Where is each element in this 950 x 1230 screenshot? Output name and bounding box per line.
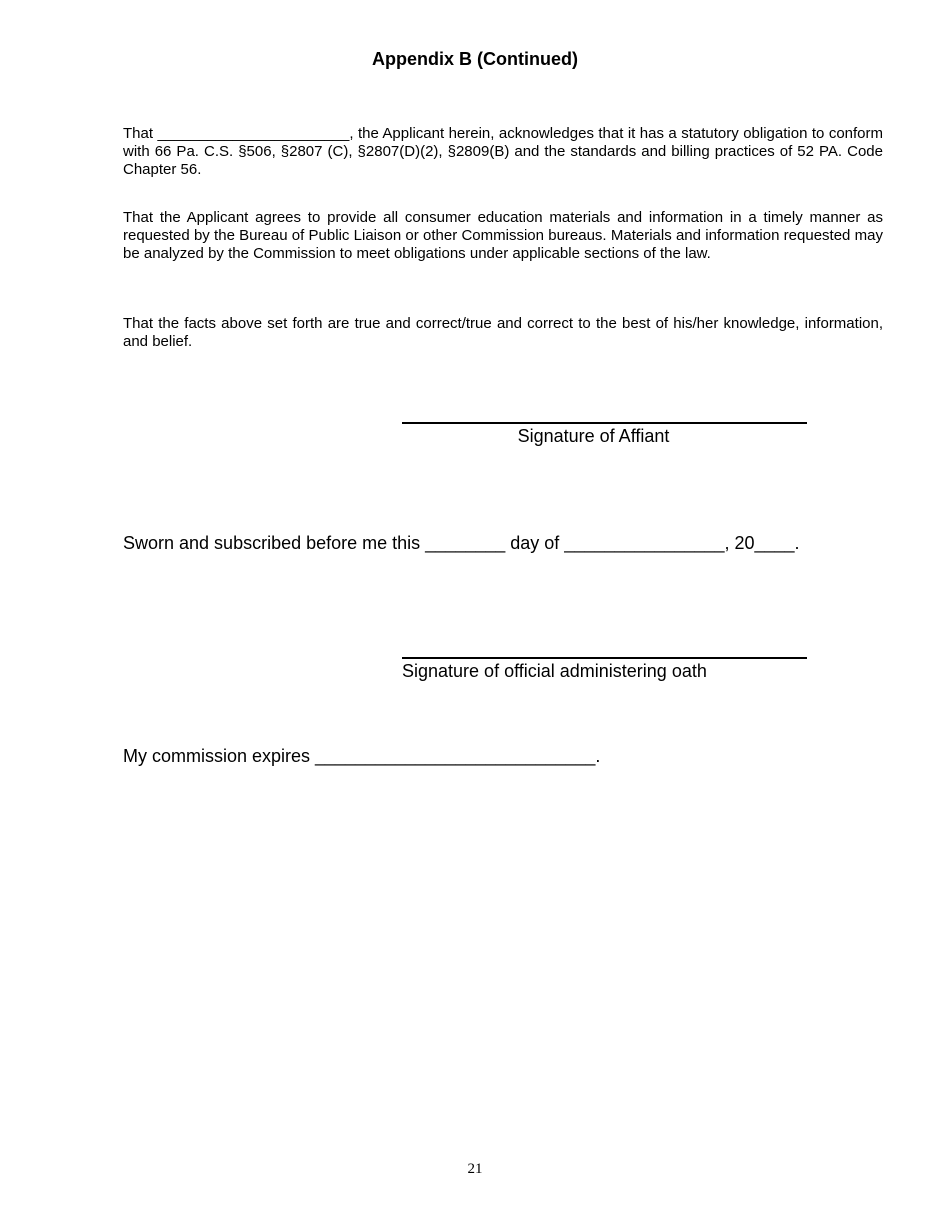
consumer-education-paragraph: That the Applicant agrees to provide all consumer education materials and information in a timely manner as requested by the Bureau of Public Liaison or other Commission bureaus. Materials and information requested may be analyzed by the Commission to meet obligations under applicable sections of the law. bbox=[123, 209, 883, 262]
page-number: 21 bbox=[467, 1161, 483, 1177]
official-signature-label: Signature of official administering oath bbox=[402, 661, 707, 681]
commission-expires-line: My commission expires ____________________________. bbox=[123, 746, 601, 766]
acknowledgement-paragraph: That _______________________, the Applicant herein, acknowledges that it has a statutory obligation to conform with 66 Pa. C.S. §506, §2807 (C), §2807(D)(2), §2809(B) and the standards and billing practices of 52 PA. Code Chapter 56. bbox=[123, 125, 883, 178]
page-title: Appendix B (Continued) bbox=[372, 49, 578, 69]
official-signature-line bbox=[402, 657, 807, 659]
affiant-signature-line bbox=[402, 422, 807, 424]
affiant-signature-label: Signature of Affiant bbox=[517, 426, 670, 446]
attestation-paragraph: That the facts above set forth are true and correct/true and correct to the best of his/her knowledge, information, and belief. bbox=[123, 315, 883, 350]
sworn-subscribed-line: Sworn and subscribed before me this ________ day of ________________, 20____. bbox=[123, 533, 800, 553]
